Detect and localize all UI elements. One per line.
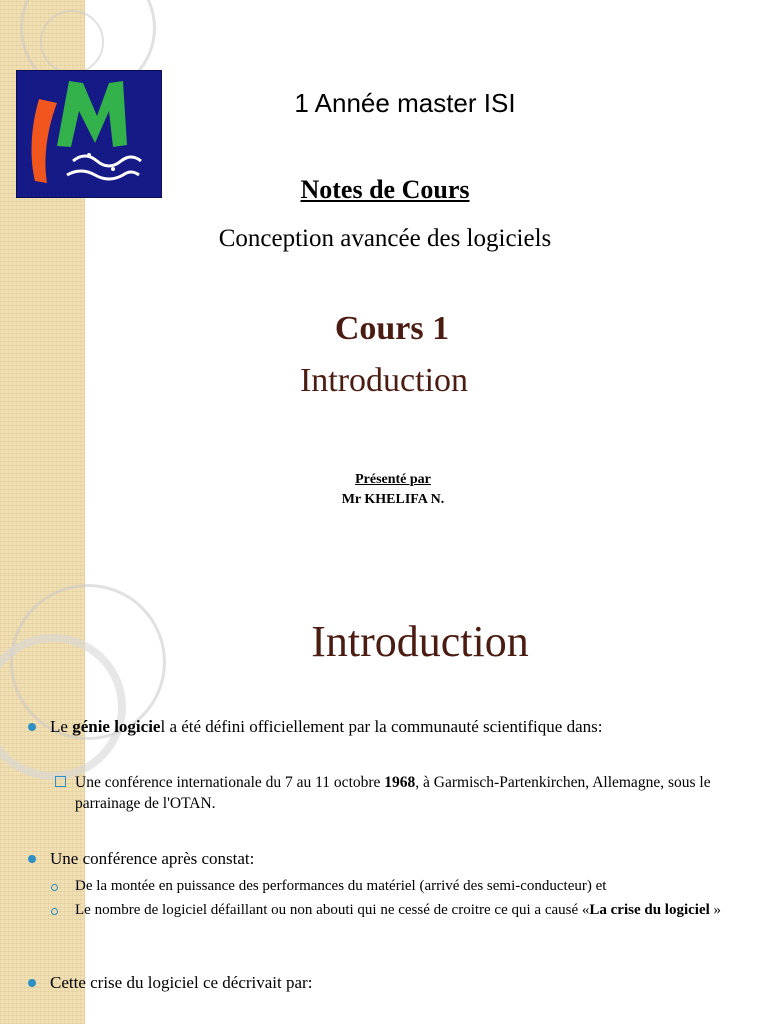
sub-bullet-text: Le nombre de logiciel défaillant ou non abouti qui ne cessé de croitre ce qui a causé «: [75, 902, 590, 918]
bullet-text: Une conférence après constat:: [50, 849, 255, 868]
bullet-dot-icon: [28, 979, 36, 987]
ring-bullet-icon: [51, 884, 58, 891]
logo-graphic: [17, 71, 161, 197]
bullet-text: Le: [50, 717, 73, 736]
ring-bullet-icon: [51, 908, 58, 915]
sub-bullet-text: De la montée en puissance des performances du matériel (arrivé des semi-conducteur) et: [75, 878, 607, 894]
course-number: Cours 1: [334, 310, 450, 347]
bullet-dot-icon: [28, 855, 36, 863]
presented-by-label: Présenté par: [355, 472, 431, 487]
bullet-item: [50, 716, 750, 738]
bullet-text: l a été défini officiellement par la communauté scientifique dans:: [160, 717, 603, 736]
sub-bullet-bold-text: La crise du logiciel: [589, 902, 710, 918]
bullet-item: [50, 972, 750, 994]
sub-bullet-text: , à Garmisch-Partenkirchen, Allemagne, sous le parrainage de l'OTAN.: [75, 774, 711, 812]
course-subject: Conception avancée des logiciels: [218, 225, 552, 252]
decor-circle: [40, 10, 104, 74]
bullet-bold-text: génie logicie: [72, 717, 161, 736]
slide-title: Introduction: [311, 617, 529, 666]
bullet-text: Cette crise du logiciel ce décrivait par:: [50, 973, 313, 992]
notes-title: Notes de Cours: [300, 175, 470, 204]
sub-bullet-item: [75, 876, 745, 897]
sub-bullet-text: »: [709, 902, 722, 918]
author-name: Mr KHELIFA N.: [341, 492, 445, 507]
course-topic: Introduction: [299, 362, 469, 399]
sub-bullet-text: Une conférence internationale du 7 au 11 octobre: [75, 774, 385, 791]
university-logo: [16, 70, 162, 198]
sub-bullet-item: [75, 900, 745, 921]
bullet-item: [50, 848, 750, 870]
program-level: 1 Année master ISI: [294, 88, 516, 118]
introduction-slide: [0, 574, 768, 1024]
square-bullet-icon: [55, 776, 66, 787]
bullet-dot-icon: [28, 723, 36, 731]
sub-bullet-item: [75, 772, 735, 814]
sub-bullet-bold-text: 1968: [384, 774, 416, 791]
